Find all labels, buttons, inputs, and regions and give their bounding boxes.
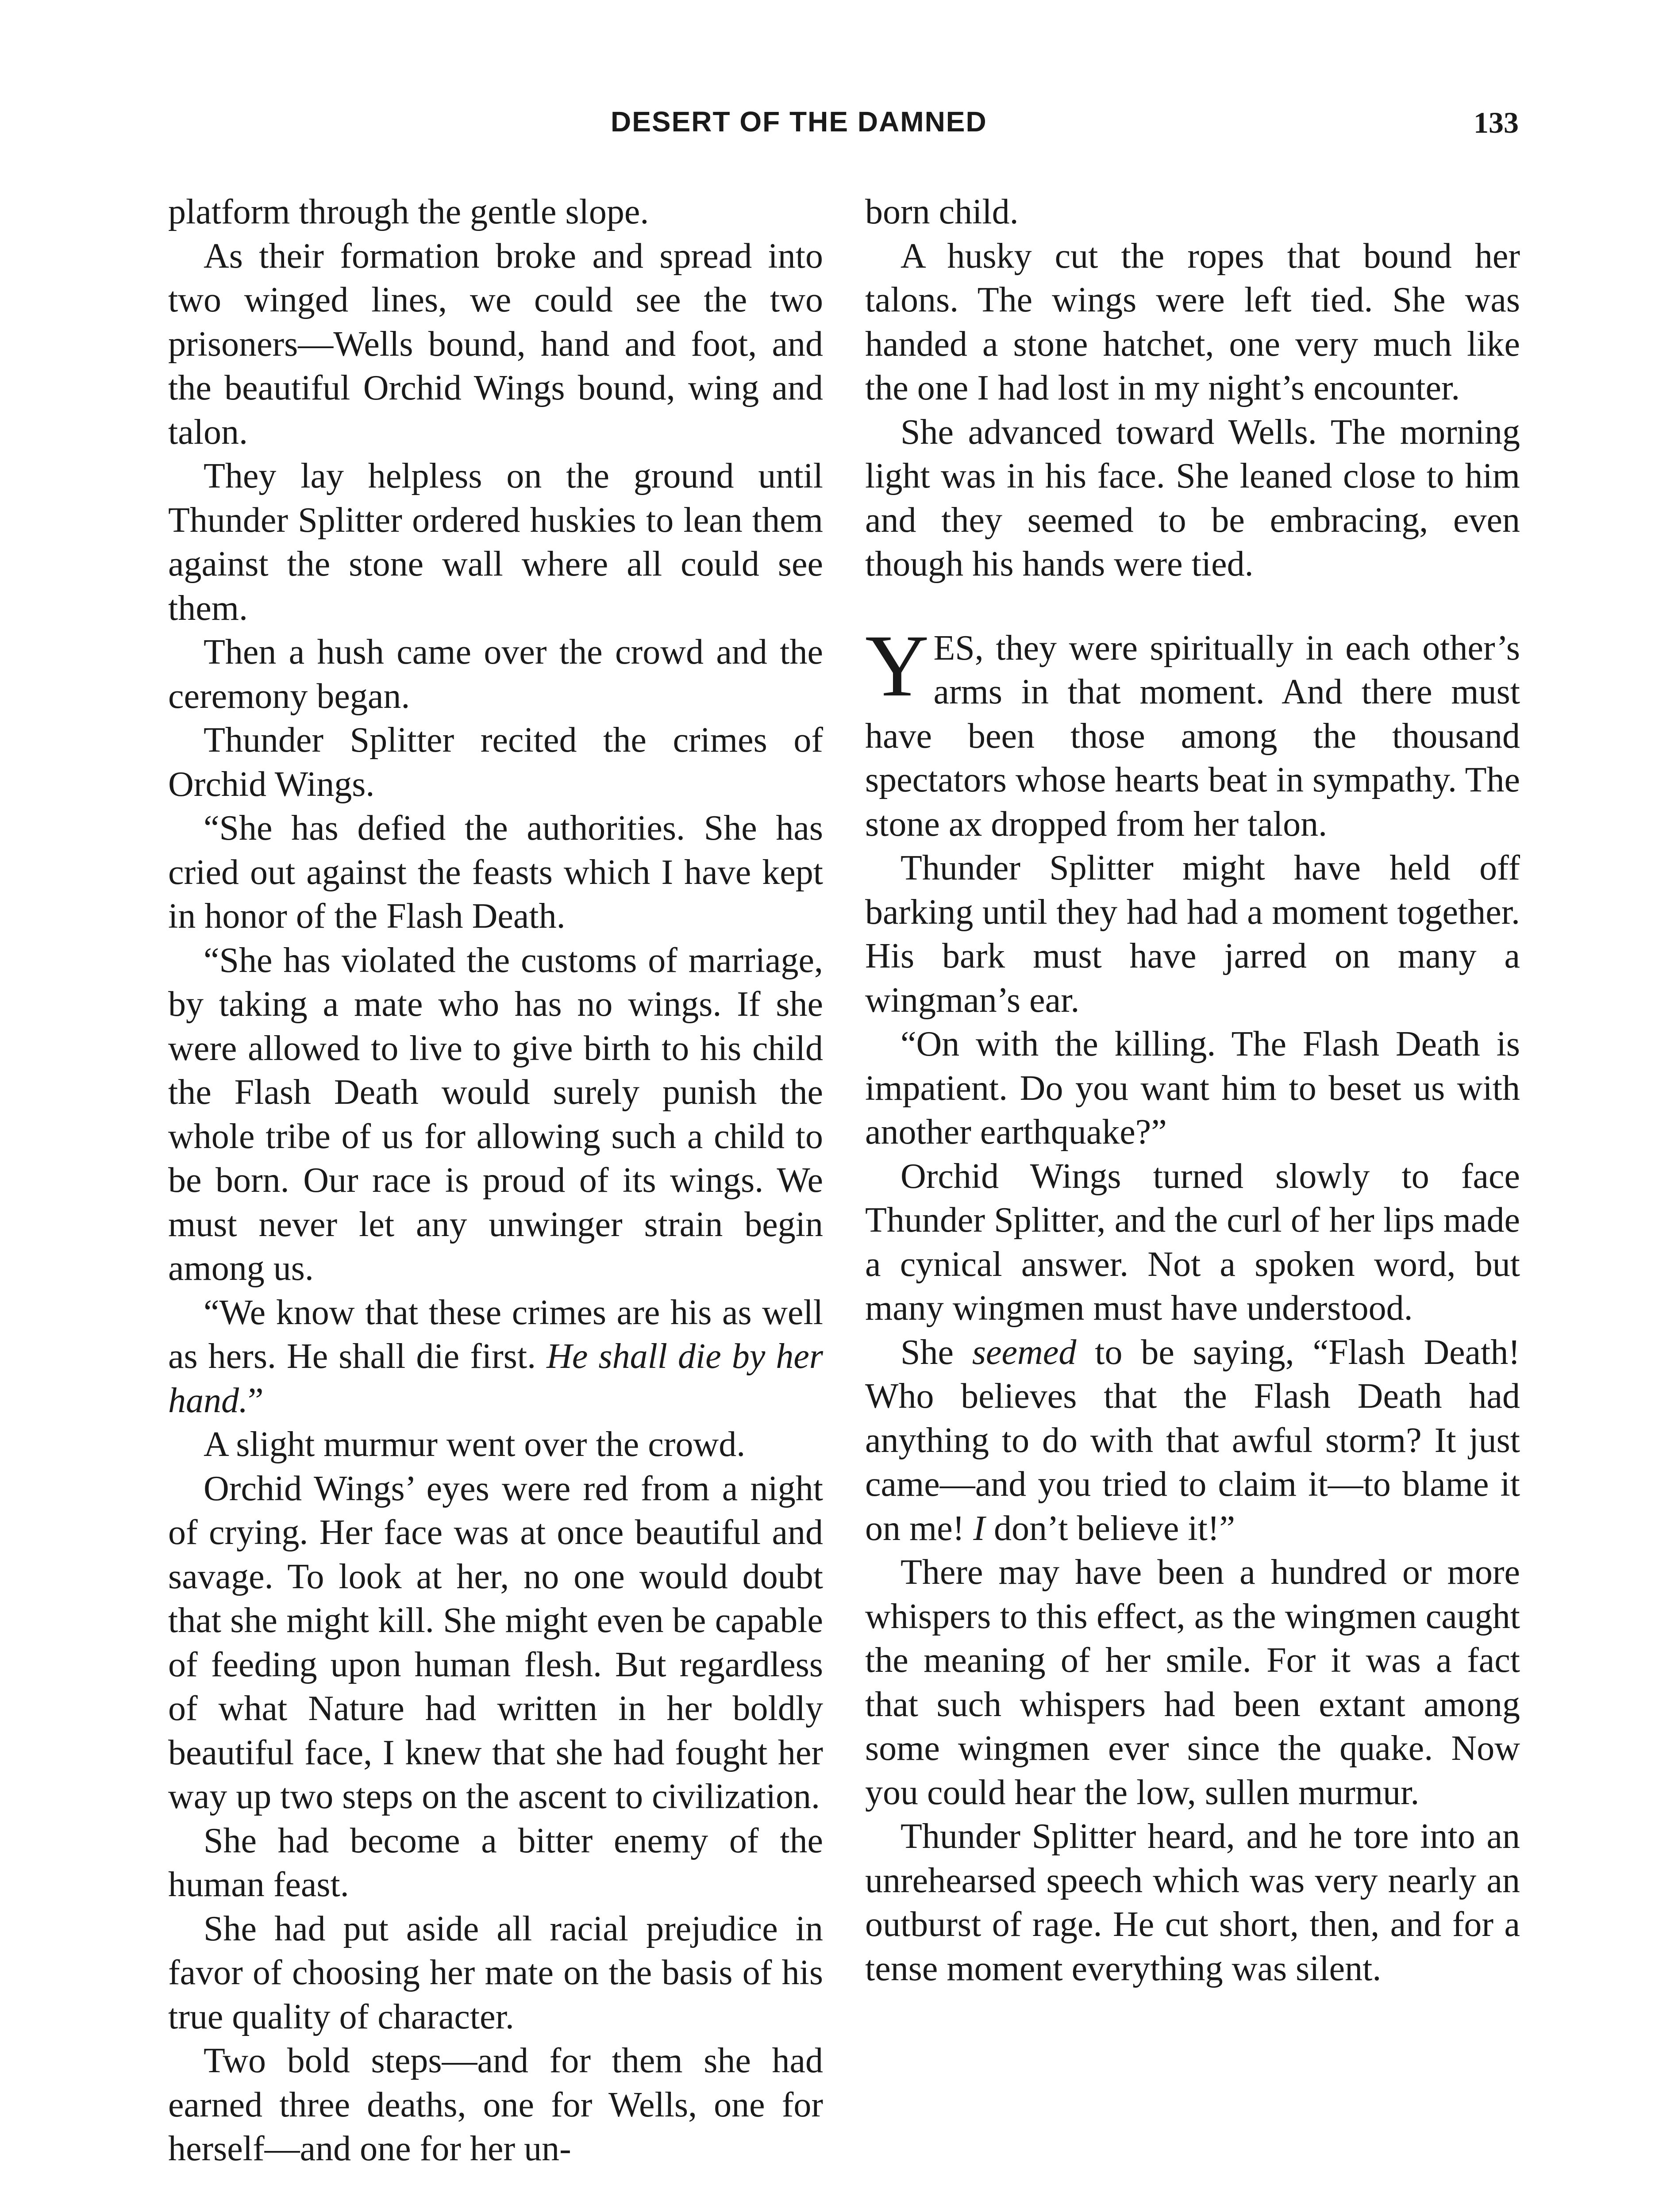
- paragraph: [168, 1291, 823, 1423]
- paragraph: “She has defied the authorities. She has cried out against the feasts which I have kept in honor of the Flash Death.: [168, 809, 823, 936]
- paragraph: As their formation broke and spread into two winged lines, we could see the two prisoners—Wells bound, hand and foot, and the beautiful Orchid Wings bound, wing and talon.: [168, 236, 823, 452]
- italic-emphasis: He shall die by her hand.: [168, 1337, 824, 1420]
- running-head-title: DESERT OF THE DAMNED: [611, 106, 987, 138]
- paragraph-text: She: [901, 1333, 972, 1372]
- paragraph: Thunder Splitter heard, and he tore into an unrehearsed speech which was very nearly an outburst of rage. He cut short, then, and for a tense moment everything was silent.: [865, 1817, 1520, 1988]
- page-number: 133: [1474, 106, 1519, 139]
- paragraph: She had put aside all racial prejudice in favor of choosing her mate on the basis of his true quality of character.: [168, 1909, 823, 2036]
- paragraph: “On with the killing. The Flash Death is impatient. Do you want him to beset us with another earthquake?”: [865, 1025, 1520, 1152]
- closing-quote: ”: [248, 1381, 264, 1420]
- paragraph-text: to be saying, “Flash Death! Who believes that the Flash Death had anything to do with that awful storm? It just came—and you tried to claim it—to blame it on me!: [865, 1333, 1520, 1548]
- paragraph: Then a hush came over the crowd and the ceremony began.: [168, 633, 823, 716]
- paragraph-text: “We know that these crimes are his as well as hers. He shall die first.: [168, 1293, 823, 1376]
- paragraph: [865, 1331, 1520, 1551]
- italic-emphasis: seemed: [972, 1333, 1077, 1372]
- paragraph: “She has violated the customs of marriage, by taking a mate who has no wings. If she were allowed to live to give birth to his child the Flash Death would surely punish the whole tribe of us for allowing such a child to be born. Our race is proud of its wings. We must never let any unwinger strain begin among us.: [168, 941, 823, 1288]
- paragraph: She advanced toward Wells. The morning light was in his face. She leaned close to him and they seemed to be embracing, even though his hands were tied.: [865, 412, 1520, 584]
- paragraph: Thunder Splitter recited the crimes of Orchid Wings.: [168, 721, 823, 804]
- paragraph: Orchid Wings turned slowly to face Thunder Splitter, and the curl of her lips made a cynical answer. Not a spoken word, but many wingmen must have understood.: [865, 1156, 1520, 1328]
- italic-emphasis: I: [973, 1509, 985, 1548]
- paragraph: platform through the gentle slope.: [168, 192, 649, 231]
- paragraph-text: don’t believe it!”: [985, 1509, 1235, 1548]
- drop-cap: Y: [865, 617, 929, 715]
- paragraph: A slight murmur went over the crowd.: [204, 1425, 746, 1464]
- paragraph: There may have been a hundred or more whispers to this effect, as the wingmen caught the meaning of her smile. For it was a fact that such whispers had been extant among some wingmen ever since the quake. Now you could hear the low, sullen murmur.: [865, 1553, 1520, 1812]
- right-column: [865, 190, 1520, 1991]
- paragraph: Two bold steps—and for them she had earned three deaths, one for Wells, one for herself—and one for her un-: [168, 2041, 823, 2168]
- paragraph-text: ES, they were spiritually in each other’s arms in that moment. And there must have been those among the thousand spectators whose hearts beat in sympathy. The stone ax dropped from her talon.: [865, 628, 1520, 844]
- left-column: [168, 190, 823, 2171]
- paragraph: They lay helpless on the ground until Thunder Splitter ordered huskies to lean them against the stone wall where all could see them.: [168, 457, 823, 628]
- paragraph: She had become a bitter enemy of the human feast.: [168, 1821, 823, 1904]
- section-opening-paragraph: [865, 617, 1520, 847]
- paragraph: Thunder Splitter might have held off barking until they had had a moment together. His bark must have jarred on many a wingman’s ear.: [865, 849, 1520, 1020]
- paragraph: Orchid Wings’ eyes were red from a night of crying. Her face was at once beautiful and savage. To look at her, no one would doubt that she might kill. She might even be capable of feeding upon human flesh. But regardless of what Nature had written in her boldly beautiful face, I knew that she had fought her way up two steps on the ascent to civilization.: [168, 1469, 823, 1816]
- paragraph: born child.: [865, 192, 1019, 231]
- paragraph: A husky cut the ropes that bound her talons. The wings were left tied. She was handed a stone hatchet, one very much like the one I had lost in my night’s encounter.: [865, 236, 1520, 407]
